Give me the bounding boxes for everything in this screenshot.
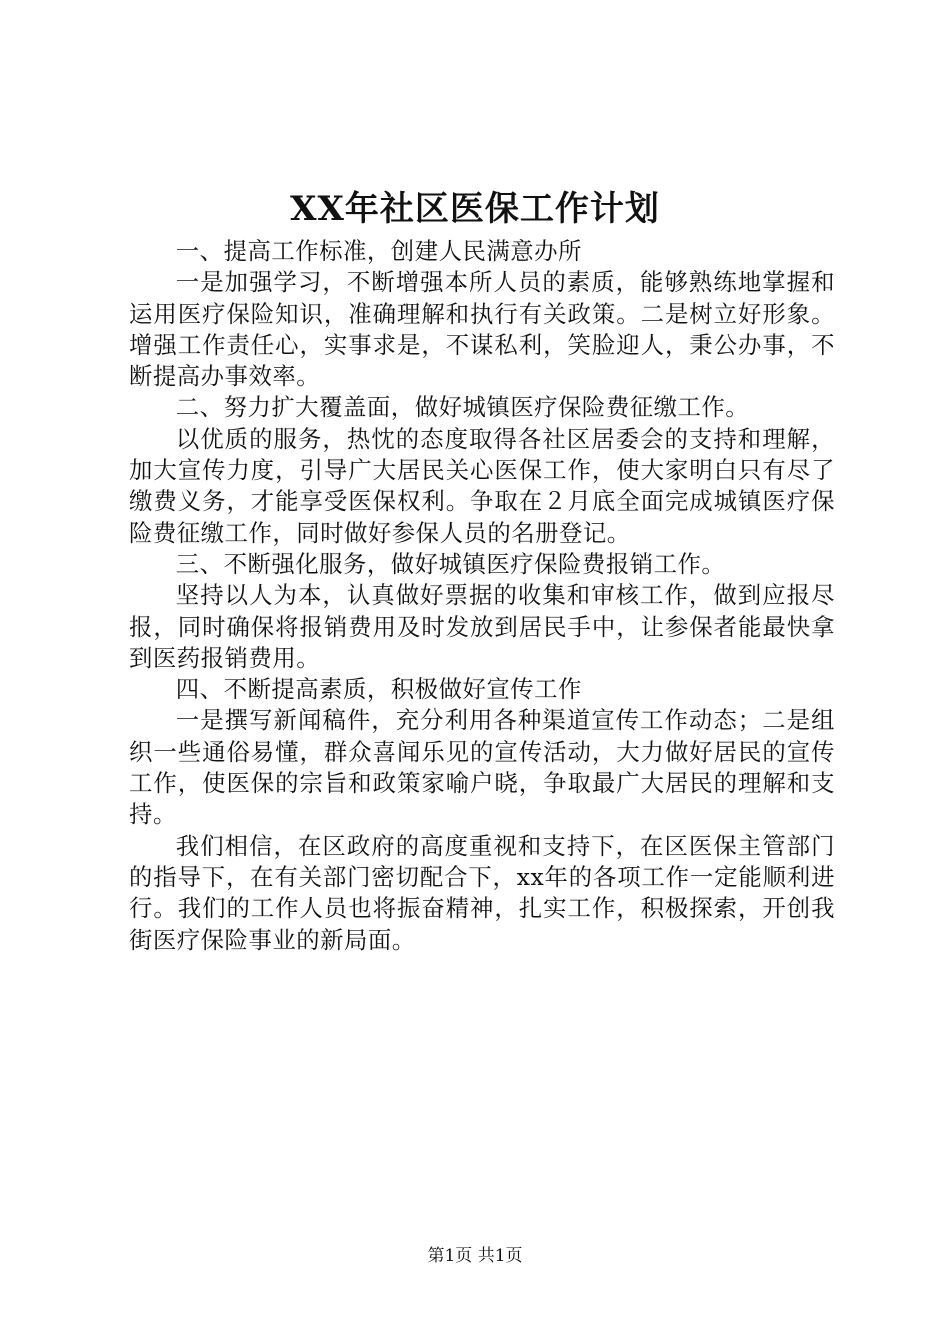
closing-paragraph: 我们相信，在区政府的高度重视和支持下，在区医保主管部门的指导下，在有关部门密切配合下，xx年的各项工作一定能顺利进行。我们的工作人员也将振奋精神，扎实工作，积极探索，开创我街医疗保险事业的新局面。: [129, 831, 835, 954]
document-body: [129, 236, 835, 956]
section-heading-1: 一、提高工作标准，创建人民满意办所: [175, 237, 582, 265]
section-heading-2: 二、努力扩大覆盖面，做好城镇医疗保险费征缴工作。: [175, 393, 750, 422]
paragraph: 一是撰写新闻稿件，充分利用各种渠道宣传工作动态；二是组织一些通俗易懂，群众喜闻乐见的宣传活动，大力做好居民的宣传工作，使医保的宗旨和政策家喻户晓，争取最广大居民的理解和支持。: [129, 706, 835, 829]
paragraph: 一是加强学习，不断增强本所人员的素质，能够熟练地掌握和运用医疗保险知识，准确理解和执行有关政策。二是树立好形象。增强工作责任心，实事求是，不谋私利，笑脸迎人，秉公办事，不断提高办事效率。: [129, 268, 835, 391]
paragraph: 坚持以人为本，认真做好票据的收集和审核工作，做到应报尽报，同时确保将报销费用及时发放到居民手中，让参保者能最快拿到医药报销费用。: [129, 581, 835, 672]
section-heading-4: 四、不断提高素质，积极做好宣传工作: [175, 675, 582, 704]
document-title: XX年社区医保工作计划: [290, 189, 660, 229]
section-heading-3: 三、不断强化服务，做好城镇医疗保险费报销工作。: [175, 549, 726, 578]
paragraph: 以优质的服务，热忱的态度取得各社区居委会的支持和理解，加大宣传力度，引导广大居民关心医保工作，使大家明白只有尽了缴费义务，才能享受医保权利。争取在２月底全面完成城镇医疗保险费征缴工作，同时做好参保人员的名册登记。: [129, 424, 835, 547]
page-footer: 第1页 共1页: [427, 1246, 523, 1266]
